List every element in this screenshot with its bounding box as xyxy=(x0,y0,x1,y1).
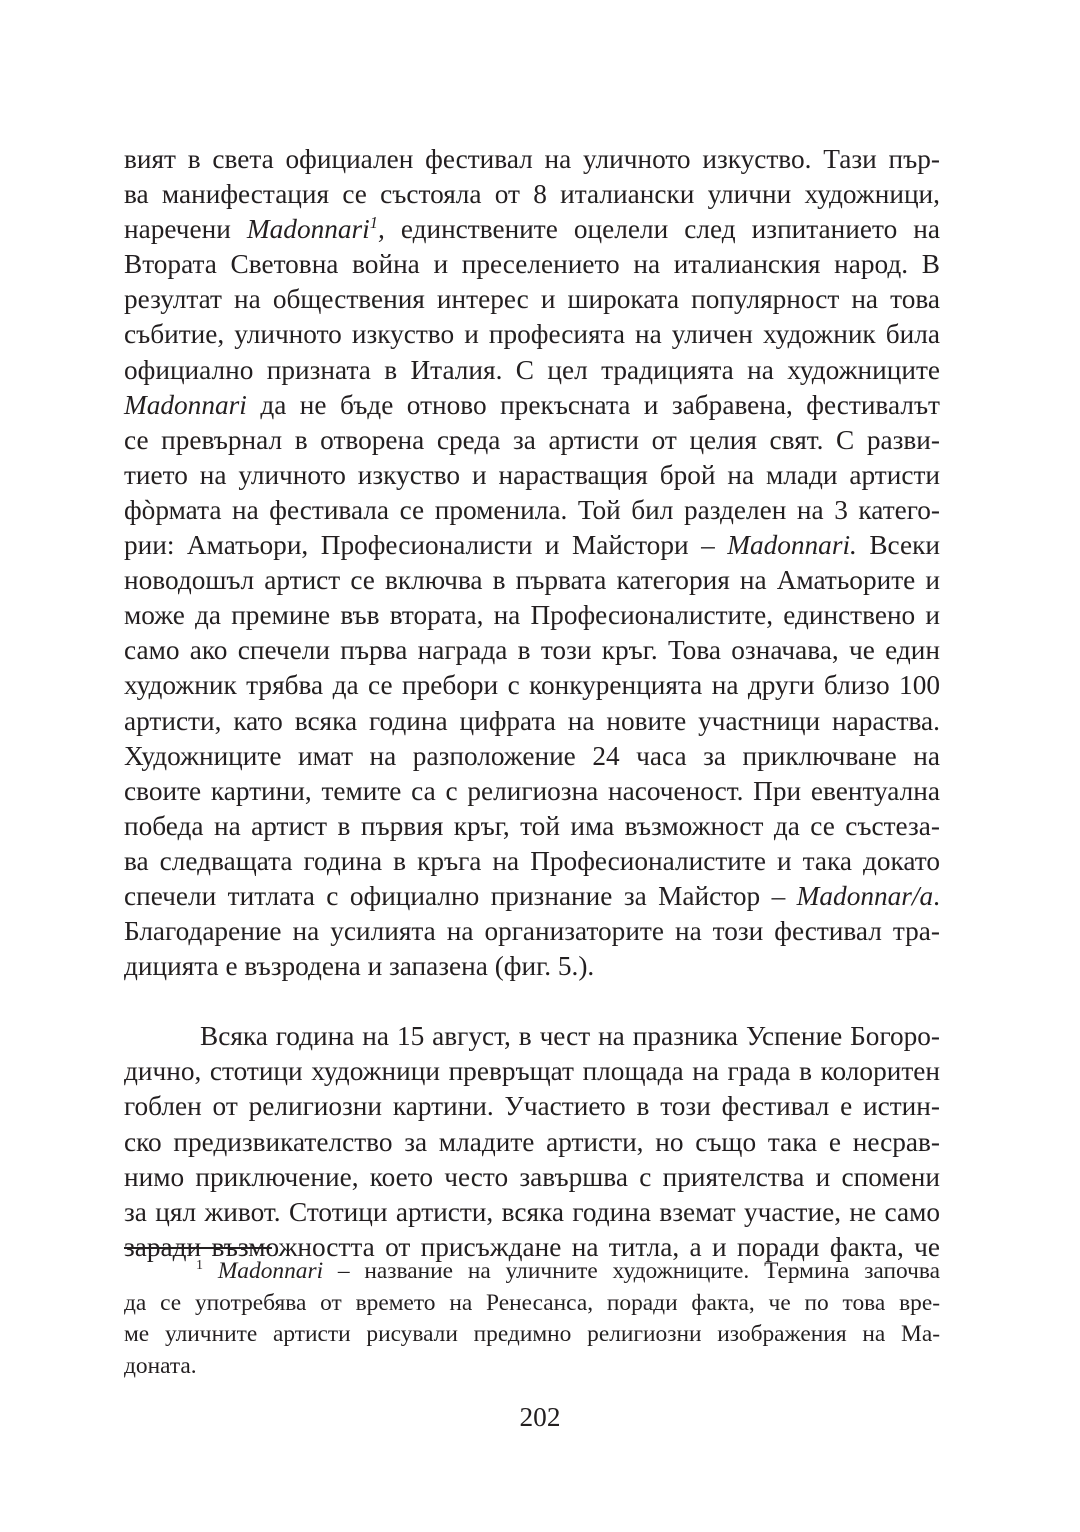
text-line xyxy=(124,1160,940,1195)
footnote xyxy=(124,1256,940,1382)
text-line xyxy=(124,1019,940,1054)
italic-text: , xyxy=(377,214,385,245)
text-run xyxy=(203,1258,218,1284)
text-run: се превърнал в отворена среда за артисти от целия свят. С разви- xyxy=(124,424,940,455)
text-line xyxy=(124,809,940,844)
text-run: своите картини, темите са с религиозна насоченост. При евентуална xyxy=(124,775,940,806)
text-run: ва следващата година в кръга на Професионалистите и така докато xyxy=(124,845,940,876)
italic-text: 1 xyxy=(369,213,378,233)
text-line xyxy=(124,423,940,458)
text-run: наречени xyxy=(124,214,247,245)
text-line xyxy=(124,949,940,984)
paragraph-1 xyxy=(124,142,940,984)
text-line xyxy=(124,914,940,949)
text-run: доната. xyxy=(124,1352,197,1379)
text-run: спечели титлата с официално признание за Майстор – xyxy=(124,880,797,911)
text-run: рии: Аматьори, Професионалисти и Майстори – xyxy=(124,530,728,561)
text-line xyxy=(124,563,940,598)
text-run: фòрмата на фестивала се променила. Той бил разделен на 3 катего- xyxy=(124,494,940,525)
italic-text: Madonnari xyxy=(217,1258,324,1284)
text-run: гоблен от религиозни картини. Участието в този фестивал е истин- xyxy=(124,1091,940,1122)
text-line xyxy=(124,1195,940,1230)
text-line xyxy=(124,633,940,668)
text-line xyxy=(124,1125,940,1160)
text-run: артисти, като всяка година цифрата на новите участници нараства. xyxy=(124,705,940,736)
text-run: . xyxy=(933,880,940,911)
text-line xyxy=(124,1054,940,1089)
text-run: нимо приключение, което често завършва с приятелства и спомени xyxy=(124,1161,940,1192)
text-line xyxy=(124,844,940,879)
italic-text: Madonnari xyxy=(246,214,370,245)
text-line xyxy=(124,668,940,703)
text-line xyxy=(124,598,940,633)
text-run: Всяка година на 15 август, в чест на празника Успение Богоро- xyxy=(200,1021,940,1052)
text-run: дицията е възродена и запазена (фиг. 5.). xyxy=(124,951,595,982)
text-line xyxy=(124,493,940,528)
footnote-line xyxy=(124,1351,940,1383)
text-line xyxy=(124,317,940,352)
text-run: Художниците имат на разположение 24 часа за приключване на xyxy=(124,740,940,771)
text-line xyxy=(124,142,940,177)
text-line xyxy=(124,774,940,809)
footnote-line xyxy=(124,1319,940,1351)
text-run: единствените оцелели след изпитанието на xyxy=(384,214,940,245)
text-run: ва манифестация се състояла от 8 италиански улични художници, xyxy=(124,179,940,210)
text-run: вият в света официален фестивал на уличното изкуство. Тази пър- xyxy=(124,144,940,174)
text-line xyxy=(124,212,940,247)
footnote-line xyxy=(124,1256,940,1288)
text-line xyxy=(124,353,940,388)
footnote-marker xyxy=(370,213,378,232)
text-run: може да премине във втората, на Професионалистите, единствено и xyxy=(124,600,940,631)
text-run: само ако спечели първа награда в този кръг. Това означава, че един xyxy=(124,635,940,666)
text-line xyxy=(124,458,940,493)
text-run: официално призната в Италия. С цел традицията на художниците xyxy=(124,354,940,385)
text-line xyxy=(124,739,940,774)
text-line xyxy=(124,282,940,317)
main-text xyxy=(124,142,940,1265)
text-line xyxy=(124,704,940,739)
text-run: ме уличните артисти рисували предимно религиозни изображения на Ма- xyxy=(124,1321,940,1347)
text-line xyxy=(124,177,940,212)
text-run: заради възможността от присъждане на титла, а и поради факта, че xyxy=(124,1231,940,1262)
text-run: да се употребява от времето на Ренесанса, поради факта, че по това вре- xyxy=(124,1289,940,1316)
text-run: Благодарение на усилията на организаторите на този фестивал тра- xyxy=(124,916,940,947)
text-line xyxy=(124,247,940,282)
text-line xyxy=(124,1089,940,1124)
italic-text: Madonnar/a xyxy=(796,880,934,911)
text-run: Втората Световна война и преселението на италианския народ. В xyxy=(124,249,940,280)
text-run: резултат на обществения интерес и широката популярност на това xyxy=(124,284,940,315)
italic-text: Madonnari. xyxy=(727,530,857,561)
paragraph-spacer xyxy=(124,984,940,1019)
text-run: дично, стотици художници превръщат площада на града в колоритен xyxy=(124,1056,940,1087)
page-number: 202 xyxy=(519,1402,561,1432)
text-run: новодошъл артист се включва в първата категория на Аматьорите и xyxy=(124,565,940,596)
text-run: победа на артист в първия кръг, той има възможност да се състеза- xyxy=(124,810,940,841)
italic-text: Madonnari xyxy=(124,389,247,420)
text-run: за цял живот. Стотици артисти, всяка година вземат участие, не само xyxy=(124,1196,940,1227)
footnote-marker: 1 xyxy=(196,1257,204,1274)
text-run: да не бъде отново прекъсната и забравена, фестивалът xyxy=(246,389,940,420)
text-line xyxy=(124,388,940,423)
text-line xyxy=(124,528,940,563)
footnote-line xyxy=(124,1288,940,1320)
text-line xyxy=(124,879,940,914)
text-run: събитие, уличното изкуство и професията на уличен художник била xyxy=(124,319,940,350)
text-run: Всеки xyxy=(856,530,940,561)
paragraph-2 xyxy=(124,1019,940,1265)
text-run: тието на уличното изкуство и нарастващия брой на млади артисти xyxy=(124,459,940,490)
text-run: – название на уличните художниците. Термина започва xyxy=(323,1258,940,1284)
footnote-separator xyxy=(124,1247,272,1249)
text-run: художник трябва да се пребори с конкуренцията на други близо 100 xyxy=(124,670,940,701)
text-run: ско предизвикателство за младите артисти, но също така е несрав- xyxy=(124,1126,940,1157)
